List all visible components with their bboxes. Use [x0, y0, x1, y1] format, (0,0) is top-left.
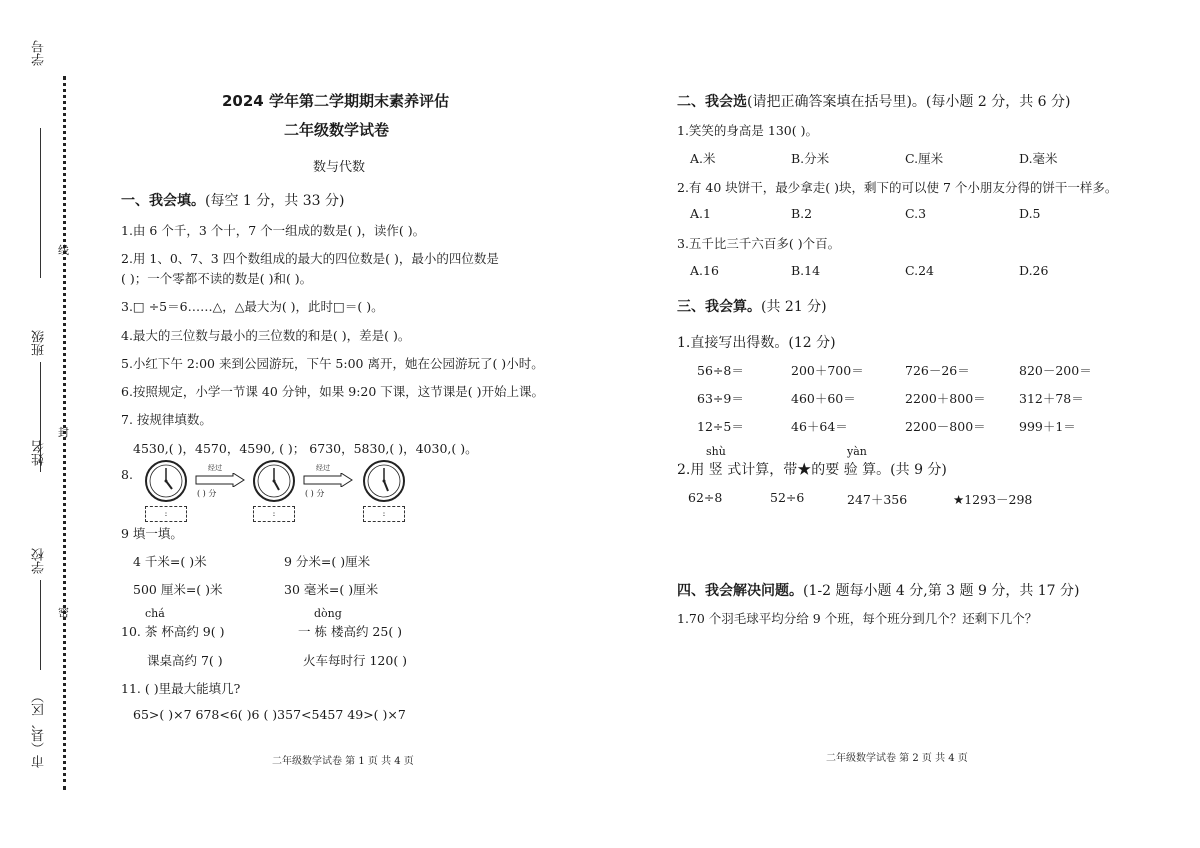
p2-q2-opt-b: B.2 — [791, 206, 813, 221]
q9-b: 9 分米=( )厘米 — [284, 554, 371, 569]
q9-c: 500 厘米=( )米 — [133, 582, 223, 597]
calc-r1-c4: 820－200＝ — [1019, 363, 1092, 378]
part2-heading: 二、我会选(请把正确答案填在括号里)。(每小题 2 分，共 6 分) — [677, 94, 1071, 110]
part3-sub1: 1.直接写出得数。(12 分) — [677, 335, 836, 351]
calc-r2-c1: 63÷9＝ — [697, 391, 744, 406]
p2-q1-opt-b: B.分米 — [791, 151, 830, 166]
binding-city-label: 市（县、区） — [32, 690, 47, 768]
q11-row: 65>( )×7 678<6( )6 ( )357<5457 49>( )×7 — [133, 707, 406, 722]
exam-title: 2024 学年第二学期期末素养评估 — [222, 92, 449, 110]
arrow-icon-1 — [195, 473, 245, 487]
school-line — [40, 580, 41, 670]
p2-q4-1: 1.70 个羽毛球平均分给 9 个班，每个班分到几个？还剩下几个？ — [677, 611, 1038, 626]
p2-q2-opt-d: D.5 — [1019, 206, 1041, 221]
q7-row: 4530,( )，4570，4590, ( )； 6730，5830,( )，4030,( )。 — [133, 441, 478, 456]
q9-a: 4 千米=( )米 — [133, 554, 207, 569]
p2-q3-opt-a: A.16 — [690, 263, 719, 278]
part3-heading: 三、我会算。(共 21 分) — [677, 299, 827, 315]
page2-footer: 二年级数学试卷 第 2 页 共 4 页 — [826, 753, 968, 764]
vcalc-2: 52÷6 — [770, 490, 805, 505]
binding-student-no-label: 学号 — [32, 40, 47, 66]
clock-time-box-1: : — [145, 506, 187, 522]
p2-q1-opt-a: A.米 — [690, 151, 716, 166]
clock-icon-2 — [252, 459, 296, 503]
binding-class-label: 班级 — [32, 330, 47, 356]
q2a: 2.用 1、0、7、3 四个数组成的最大的四位数是( )，最小的四位数是 — [121, 251, 499, 266]
calc-r1-c3: 726－26＝ — [905, 363, 970, 378]
q2b: ( )；一个零都不读的数是( )和( )。 — [121, 271, 313, 286]
p2-q3-opt-d: D.26 — [1019, 263, 1049, 278]
exam-subtitle: 二年级数学试卷 — [284, 121, 390, 139]
q9-d: 30 毫米=( )厘米 — [284, 582, 379, 597]
q10-a: 10. 茶 杯高约 9( ) — [121, 624, 225, 639]
vcalc-1: 62÷8 — [688, 490, 723, 505]
p2-q2-opt-a: A.1 — [690, 206, 711, 221]
q10-b: 一 栋 楼高约 25( ) — [298, 624, 403, 639]
q4: 4.最大的三位数与最小的三位数的和是( )，差是( )。 — [121, 328, 411, 343]
binding-mi: 密 — [58, 606, 69, 619]
arrow-label-1: 经过 — [208, 464, 222, 472]
calc-r2-c4: 312＋78＝ — [1019, 391, 1084, 406]
calc-r3-c4: 999＋1＝ — [1019, 419, 1076, 434]
q3: 3.□ ÷5＝6……△，△最大为( )，此时□＝( )。 — [121, 299, 384, 314]
q9: 9 填一填。 — [121, 526, 183, 541]
arrow-minutes-2: ( ) 分 — [305, 489, 325, 498]
q11: 11. ( )里最大能填几? — [121, 681, 241, 696]
clock-time-box-2: : — [253, 506, 295, 522]
binding-feng: 封 — [58, 426, 69, 439]
q10-c: 课桌高约 7( ) — [147, 653, 223, 668]
clock-icon-1 — [144, 459, 188, 503]
p2-q3: 3.五千比三千六百多( )个百。 — [677, 236, 841, 251]
sub2-pinyin-b: yàn — [847, 445, 867, 458]
arrow-minutes-1: ( ) 分 — [197, 489, 217, 498]
part1-heading: 一、我会填。(每空 1 分，共 33 分) — [121, 193, 345, 209]
p2-q2: 2.有 40 块饼干，最少拿走( )块，剩下的可以使 7 个小朋友分得的饼干一样多。 — [677, 180, 1118, 195]
vcalc-4: ★1293－298 — [953, 492, 1033, 507]
p2-q1-opt-c: C.厘米 — [905, 151, 944, 166]
part3-sub2: 2.用 竖 式计算，带★的要 验 算。(共 9 分) — [677, 462, 947, 478]
student-no-line — [40, 128, 41, 278]
clock-time-box-3: : — [363, 506, 405, 522]
calc-r1-c1: 56÷8＝ — [697, 363, 744, 378]
sub2-pinyin-a: shù — [706, 445, 726, 458]
q8-label: 8. — [121, 467, 133, 482]
p2-q3-opt-c: C.24 — [905, 263, 934, 278]
q6: 6.按照规定，小学一节课 40 分钟，如果 9:20 下课，这节课是( )开始上课。 — [121, 384, 545, 399]
q10-pinyin-b: dòng — [314, 607, 342, 620]
q5: 5.小红下午 2:00 来到公园游玩，下午 5:00 离开，她在公园游玩了( )小时。 — [121, 356, 544, 371]
calc-r3-c2: 46＋64＝ — [791, 419, 848, 434]
vcalc-3: 247＋356 — [847, 492, 908, 507]
p2-q2-opt-c: C.3 — [905, 206, 927, 221]
q7: 7. 按规律填数。 — [121, 412, 212, 427]
arrow-icon-2 — [303, 473, 353, 487]
arrow-label-2: 经过 — [316, 464, 330, 472]
calc-r1-c2: 200＋700＝ — [791, 363, 864, 378]
q1: 1.由 6 个千，3 个十，7 个一组成的数是( )，读作( )。 — [121, 223, 426, 238]
calc-r2-c3: 2200＋800＝ — [905, 391, 986, 406]
page1-footer: 二年级数学试卷 第 1 页 共 4 页 — [272, 756, 414, 767]
p2-q1: 1.笑笑的身高是 130( )。 — [677, 123, 818, 138]
calc-r3-c3: 2200－800＝ — [905, 419, 986, 434]
binding-school-label: 学校 — [32, 548, 47, 574]
q10-d: 火车每时行 120( ) — [303, 653, 408, 668]
q10-pinyin-a: chá — [145, 607, 165, 620]
binding-name-label: 姓名 — [32, 440, 47, 466]
p2-q3-opt-b: B.14 — [791, 263, 821, 278]
p2-q1-opt-d: D.毫米 — [1019, 151, 1058, 166]
part4-heading: 四、我会解决问题。(1-2 题每小题 4 分,第 3 题 9 分，共 17 分) — [677, 583, 1080, 599]
calc-r2-c2: 460＋60＝ — [791, 391, 856, 406]
section-name: 数与代数 — [313, 160, 366, 175]
clock-icon-3 — [362, 459, 406, 503]
binding-xian: 线 — [58, 244, 69, 257]
calc-r3-c1: 12÷5＝ — [697, 419, 744, 434]
